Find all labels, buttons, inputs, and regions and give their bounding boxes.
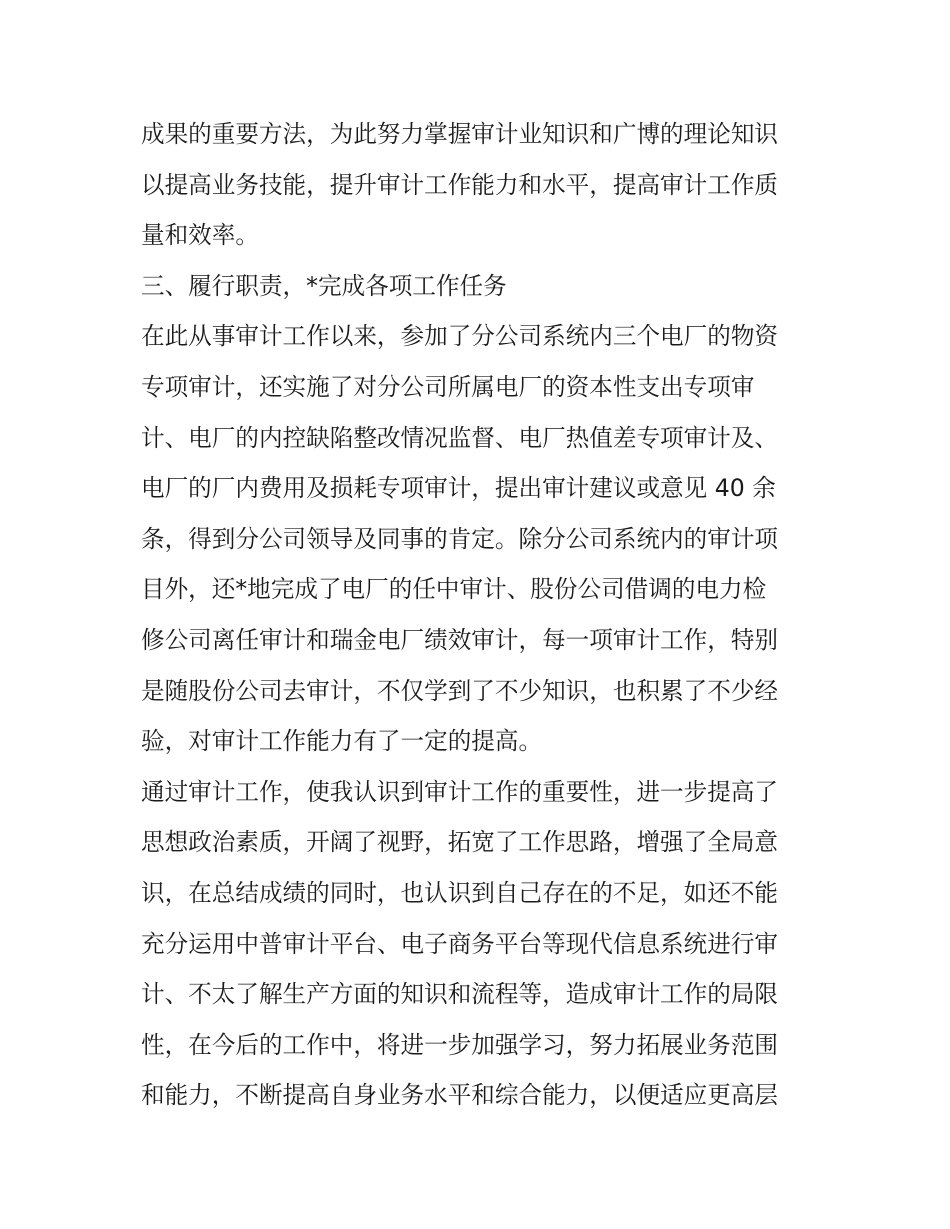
text-line: 是随股份公司去审计，不仅学到了不少知识，也积累了不少经 — [141, 676, 779, 705]
text-line: 充分运用中普审计平台、电子商务平台等现代信息系统进行审 — [141, 929, 779, 958]
text-line: 电厂的厂内费用及损耗专项审计，提出审计建议或意见 40 余 — [141, 474, 776, 503]
text-line: 目外，还*地完成了电厂的任中审计、股份公司借调的电力检 — [141, 575, 767, 604]
text-line: 以提高业务技能，提升审计工作能力和水平，提高审计工作质 — [141, 170, 779, 199]
text-line: 和能力，不断提高自身业务水平和综合能力，以便适应更高层 — [141, 1081, 779, 1110]
text-line: 思想政治素质，开阔了视野，拓宽了工作思路，增强了全局意 — [141, 828, 779, 857]
text-line: 计、电厂的内控缺陷整改情况监督、电厂热值差专项审计及、 — [141, 423, 779, 452]
text-line: 专项审计，还实施了对分公司所属电厂的资本性支出专项审 — [141, 372, 755, 401]
text-line: 修公司离任审计和瑞金电厂绩效审计，每一项审计工作，特别 — [141, 625, 779, 654]
text-line: 识，在总结成绩的同时，也认识到自己存在的不足，如还不能 — [141, 878, 779, 907]
document-body — [141, 109, 821, 1121]
text-line: 性，在今后的工作中，将进一步加强学习，努力拓展业务范围 — [141, 1030, 779, 1059]
text-line: 条，得到分公司领导及同事的肯定。除分公司系统内的审计项 — [141, 524, 779, 553]
text-line: 验，对审计工作能力有了一定的提高。 — [141, 727, 543, 756]
text-line: 通过审计工作，使我认识到审计工作的重要性，进一步提高了 — [141, 777, 779, 806]
text-line: 量和效率。 — [141, 221, 259, 250]
section-heading: 三、履行职责，*完成各项工作任务 — [141, 271, 507, 300]
text-line: 计、不太了解生产方面的知识和流程等，造成审计工作的局限 — [141, 980, 779, 1009]
text-line: 成果的重要方法，为此努力掌握审计业知识和广博的理论知识 — [141, 120, 779, 148]
text-line: 在此从事审计工作以来，参加了分公司系统内三个电厂的物资 — [141, 322, 779, 351]
